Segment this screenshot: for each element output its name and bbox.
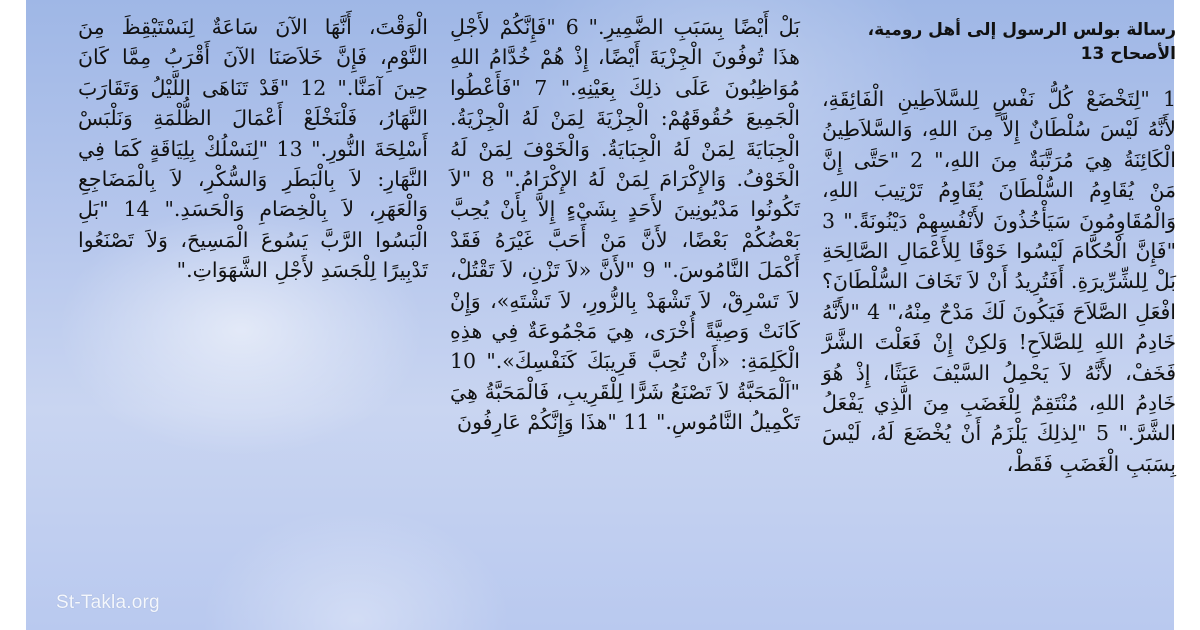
page-title: [822, 18, 1176, 66]
column-text-middle: بَلْ أَيْضًا بِسَبَبِ الضَّمِيرِ." 6 "فَإِنَّكُمْ لأَجْلِ هذَا تُوفُونَ الْجِزْيَةَ أَيْضًا، إِذْ هُمْ خُدَّامُ اللهِ مُوَاظِبُونَ عَلَى ذلِكَ بِعَيْنِهِ." 7 "فَأَعْطُوا الْجَمِيعَ حُقُوقَهُمْ: الْجِزْيَةَ لِمَنْ لَهُ الْجِزْيَةُ. الْجِبَايَةَ لِمَنْ لَهُ الْجِبَايَةُ. وَالْخَوْفَ لِمَنْ لَهُ الْخَوْفُ. وَالإِكْرَامَ لِمَنْ لَهُ الإِكْرَامُ." 8 "لاَ تَكُونُوا مَدْيُونِينَ لأَحَدٍ بِشَيْءٍ إِلاَّ بِأَنْ يُحِبَّ بَعْضُكُمْ بَعْضًا، لأَنَّ مَنْ أَحَبَّ غَيْرَهُ فَقَدْ أَكْمَلَ النَّامُوسَ." 9 "لأَنَّ «لاَ تَزْنِ، لاَ تَقْتُلْ، لاَ تَسْرِقْ، لاَ تَشْهَدْ بِالزُّورِ، لاَ تَشْتَهِ»، وَإِنْ كَانَتْ وَصِيَّةً أُخْرَى، هِيَ مَجْمُوعَةٌ فِي هذِهِ الْكَلِمَةِ: «أَنْ تُحِبَّ قَرِيبَكَ كَنَفْسِكَ»." 10 "اَلْمَحَبَّةُ لاَ تَصْنَعُ شَرًّا لِلْقَرِيبِ، فَالْمَحَبَّةُ هِيَ تَكْمِيلُ النَّامُوسِ." 11 "هذَا وَإِنَّكُمْ عَارِفُونَ: [450, 15, 801, 435]
column-text-left: الْوَقْتَ، أَنَّهَا الآنَ سَاعَةٌ لِنَسْتَيْقِظَ مِنَ النَّوْمِ، فَإِنَّ خَلاَصَنَا الآنَ أَقْرَبُ مِمَّا كَانَ حِينَ آمَنَّا." 12 "قَدْ تَنَاهَى اللَّيْلُ وَتَقَارَبَ النَّهَارُ، فَلْنَخْلَعْ أَعْمَالَ الظُّلْمَةِ وَنَلْبَسْ أَسْلِحَةَ النُّورِ." 13 "لِنَسْلُكْ بِلِيَاقَةٍ كَمَا فِي النَّهَارِ: لاَ بِالْبَطَرِ وَالسُّكْرِ، لاَ بِالْمَضَاجِعِ وَالْعَهَرِ، لاَ بِالْخِصَامِ وَالْحَسَدِ." 14 "بَلِ الْبَسُوا الرَّبَّ يَسُوعَ الْمَسِيحَ، وَلاَ تَصْنَعُوا تَدْبِيرًا لِلْجَسَدِ لأَجْلِ الشَّهَوَاتِ.": [78, 15, 428, 283]
text-column-left: [78, 12, 428, 286]
page-background: [26, 0, 1177, 630]
column-text-right: 1 "لِتَخْضَعْ كُلُّ نَفْسٍ لِلسَّلاَطِينِ الْفَائِقَةِ، لأَنَّهُ لَيْسَ سُلْطَانٌ إِلاَّ مِنَ اللهِ، وَالسَّلاَطِينُ الْكَائِنَةُ هِيَ مُرَتَّبَةٌ مِنَ اللهِ،" 2 "حَتَّى إِنَّ مَنْ يُقَاوِمُ السُّلْطَانَ يُقَاوِمُ تَرْتِيبَ اللهِ، وَالْمُقَاوِمُونَ سَيَأْخُذُونَ لأَنْفُسِهِمْ دَيْنُونَةً." 3 "فَإِنَّ الْحُكَّامَ لَيْسُوا خَوْفًا لِلأَعْمَالِ الصَّالِحَةِ بَلْ لِلشِّرِّيرَةِ. أَفَتُرِيدُ أَنْ لاَ تَخَافَ السُّلْطَانَ؟ افْعَلِ الصَّلاَحَ فَيَكُونَ لَكَ مَدْحٌ مِنْهُ،" 4 "لأَنَّهُ خَادِمُ اللهِ لِلصَّلاَحِ! وَلكِنْ إِنْ فَعَلْتَ الشَّرَّ فَخَفْ، لأَنَّهُ لاَ يَحْمِلُ السَّيْفَ عَبَثًا، إِذْ هُوَ خَادِمُ اللهِ، مُنْتَقِمٌ لِلْغَضَبِ مِنَ الَّذِي يَفْعَلُ الشَّرَّ." 5 "لِذلِكَ يَلْزَمُ أَنْ يُخْضَعَ لَهُ، لَيْسَ بِسَبَبِ الْغَضَبِ فَقَطْ،: [822, 87, 1177, 476]
title-chapter: الأصحاح 13: [1080, 44, 1176, 64]
title-book: رسالة بولس الرسول إلى أهل رومية،: [867, 20, 1176, 40]
site-watermark: St-Takla.org: [56, 592, 160, 613]
text-column-middle: [450, 12, 800, 438]
text-column-right: [822, 12, 1176, 479]
